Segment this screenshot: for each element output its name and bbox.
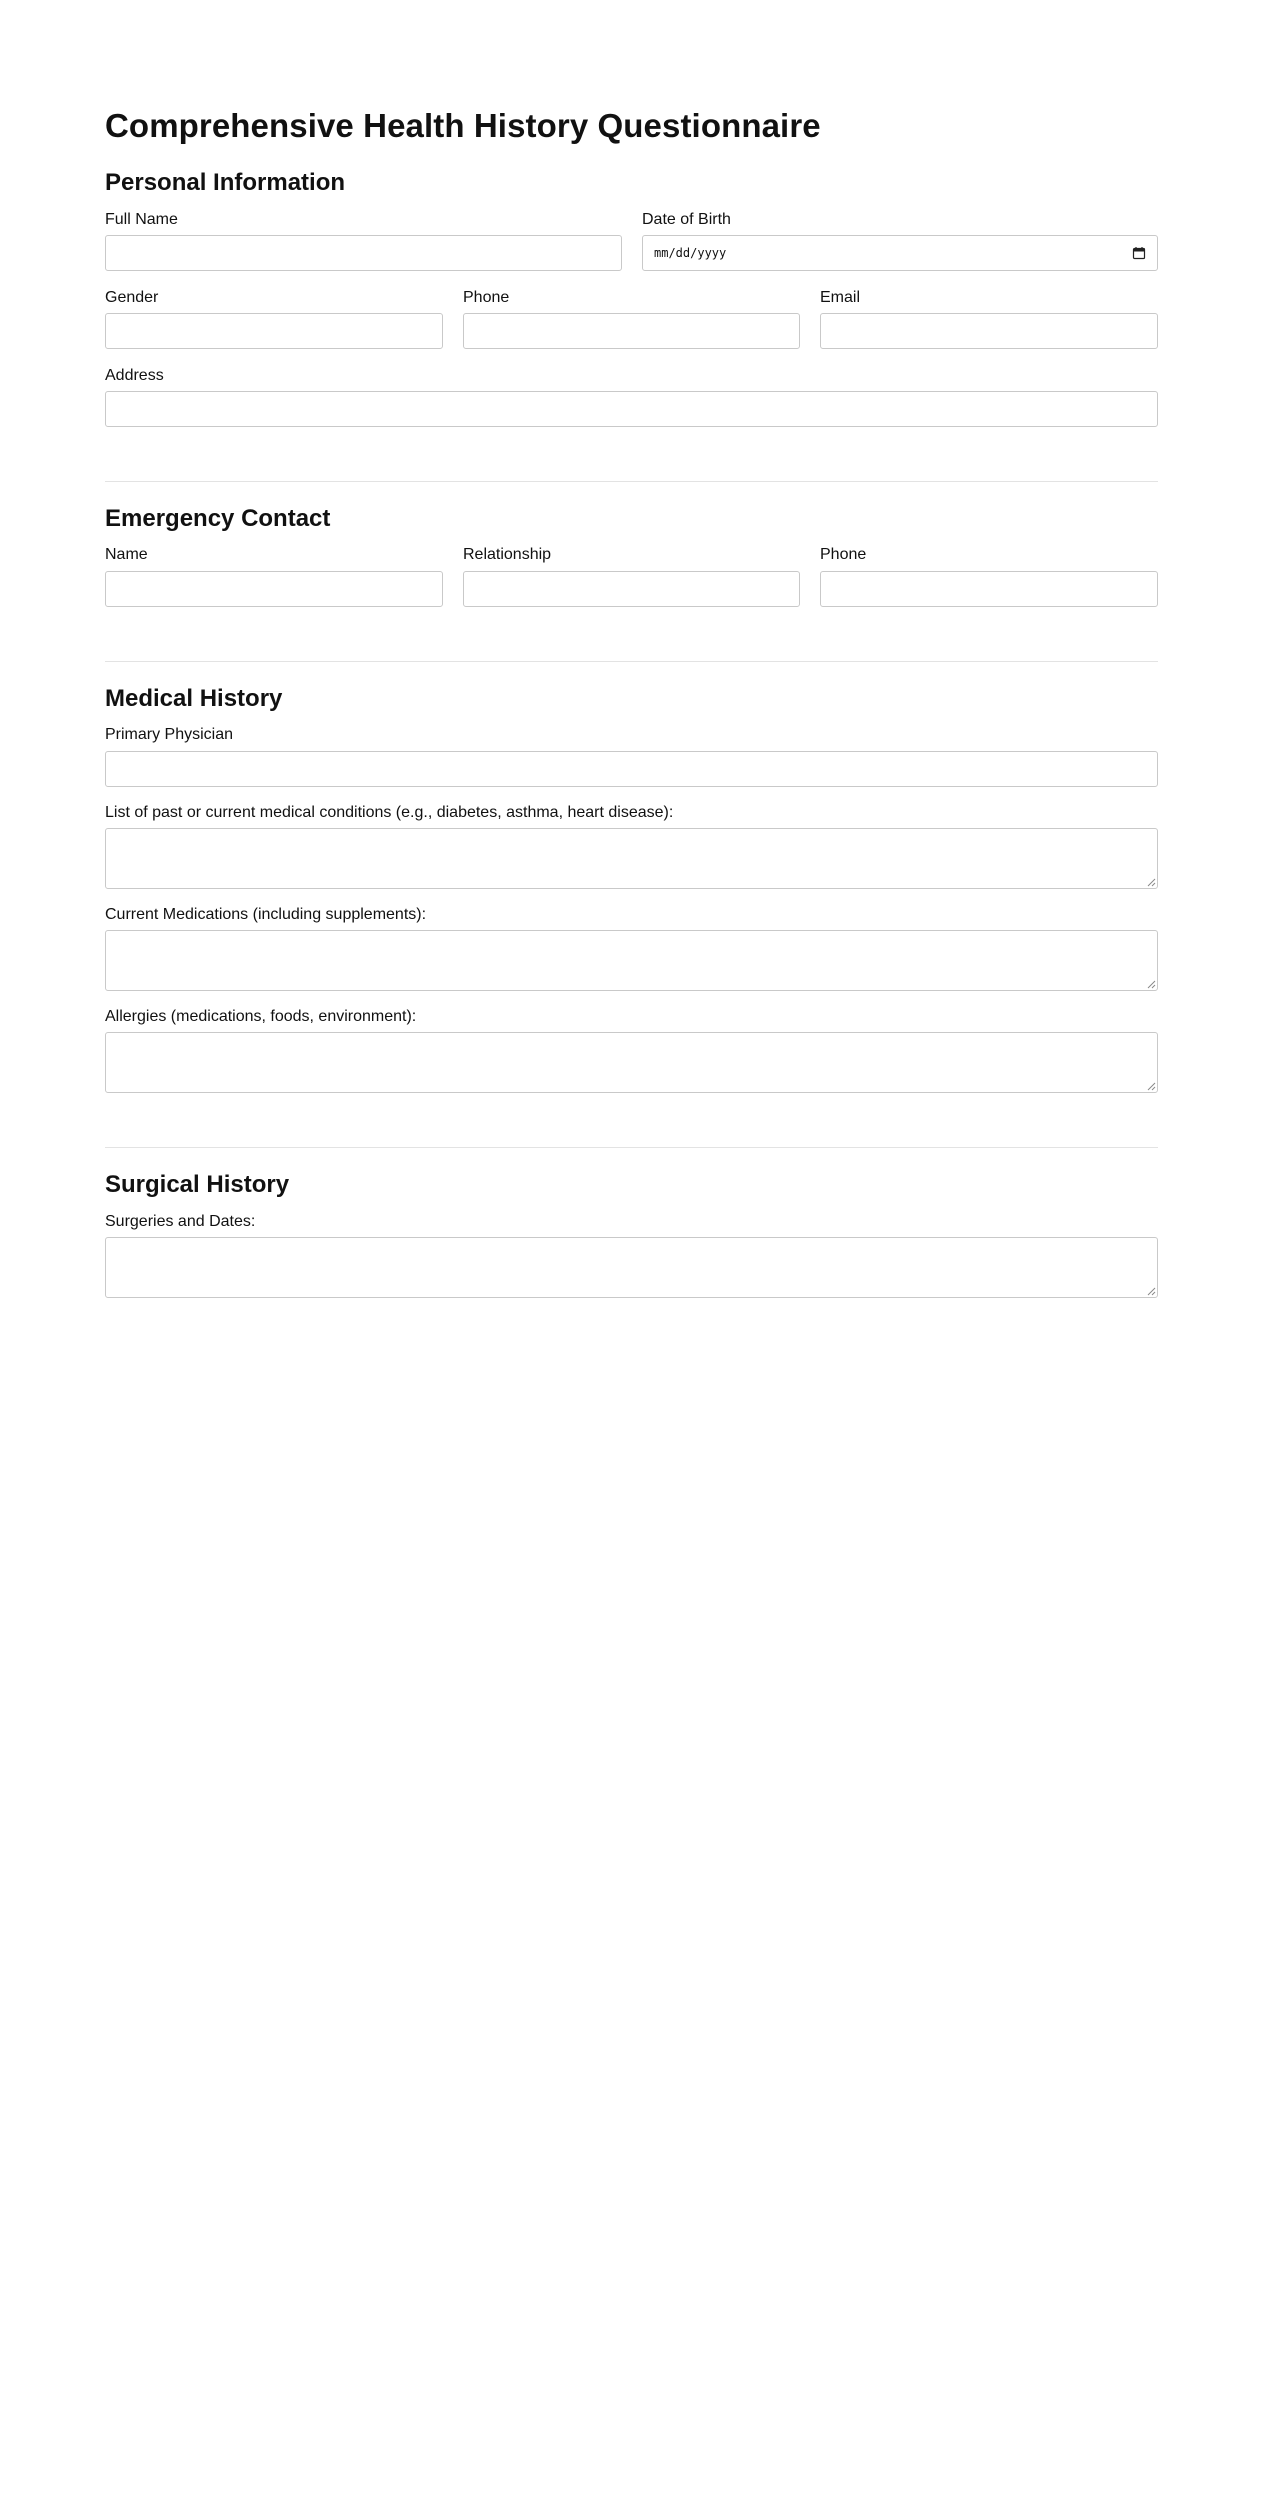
date-of-birth-placeholder: mm/dd/yyyy xyxy=(654,246,727,260)
medical-conditions-label: List of past or current medical conditions (e.g., diabetes, asthma, heart disease): xyxy=(105,804,674,821)
primary-physician-input[interactable] xyxy=(105,751,1158,787)
surgeries-textarea[interactable] xyxy=(105,1237,1158,1298)
full-name-label: Full Name xyxy=(105,211,178,228)
emergency-name-label: Name xyxy=(105,546,148,563)
gender-label: Gender xyxy=(105,289,159,306)
section-heading-medical-history: Medical History xyxy=(105,685,283,712)
emergency-phone-label: Phone xyxy=(820,546,867,563)
section-divider xyxy=(105,1147,1158,1148)
resize-grip-icon[interactable] xyxy=(1146,979,1156,989)
allergies-label: Allergies (medications, foods, environment): xyxy=(105,1008,417,1025)
section-heading-emergency-contact: Emergency Contact xyxy=(105,505,331,532)
page-title: Comprehensive Health History Questionnaire xyxy=(105,107,821,144)
emergency-relationship-label: Relationship xyxy=(463,546,552,563)
address-label: Address xyxy=(105,367,164,384)
current-medications-label: Current Medications (including supplements): xyxy=(105,906,427,923)
primary-physician-label: Primary Physician xyxy=(105,726,234,743)
phone-input[interactable] xyxy=(463,313,800,349)
section-heading-personal-information: Personal Information xyxy=(105,169,346,196)
resize-grip-icon[interactable] xyxy=(1146,1081,1156,1091)
resize-grip-icon[interactable] xyxy=(1146,1286,1156,1296)
resize-grip-icon[interactable] xyxy=(1146,877,1156,887)
date-of-birth-label: Date of Birth xyxy=(642,211,731,228)
section-divider xyxy=(105,481,1158,482)
full-name-input[interactable] xyxy=(105,235,622,271)
medical-conditions-textarea[interactable] xyxy=(105,828,1158,889)
phone-label: Phone xyxy=(463,289,510,306)
section-heading-surgical-history: Surgical History xyxy=(105,1171,290,1198)
section-divider xyxy=(105,661,1158,662)
emergency-name-input[interactable] xyxy=(105,571,443,607)
date-of-birth-input[interactable] xyxy=(642,235,1158,271)
emergency-phone-input[interactable] xyxy=(820,571,1158,607)
calendar-icon[interactable] xyxy=(1132,246,1146,260)
emergency-relationship-input[interactable] xyxy=(463,571,800,607)
email-label: Email xyxy=(820,289,861,306)
gender-input[interactable] xyxy=(105,313,443,349)
email-input[interactable] xyxy=(820,313,1158,349)
address-input[interactable] xyxy=(105,391,1158,427)
current-medications-textarea[interactable] xyxy=(105,930,1158,991)
allergies-textarea[interactable] xyxy=(105,1032,1158,1093)
surgeries-label: Surgeries and Dates: xyxy=(105,1213,256,1230)
